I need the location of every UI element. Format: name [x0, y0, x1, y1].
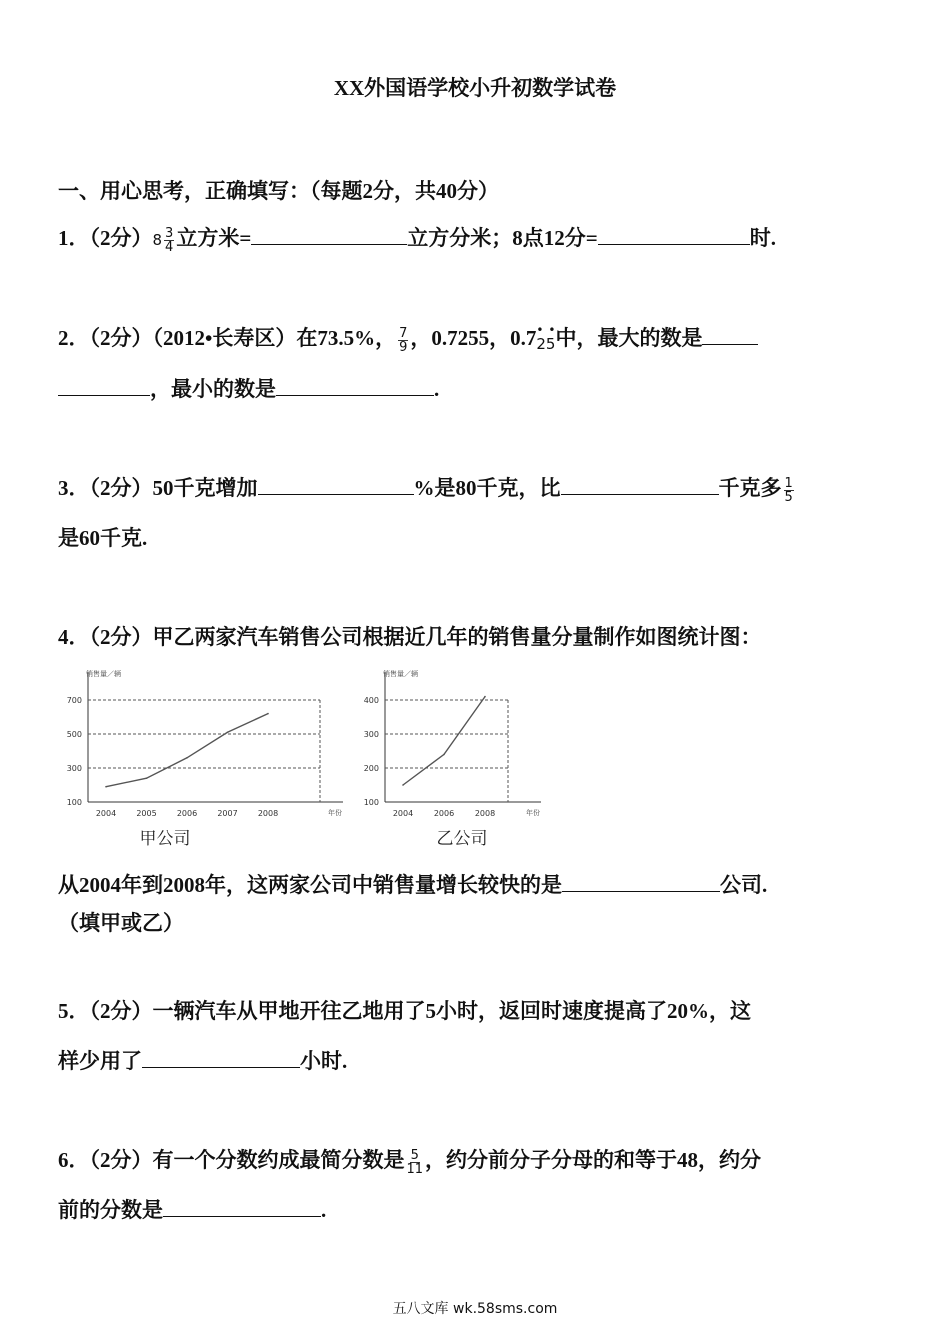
q2-blank-2[interactable] — [276, 374, 434, 396]
q3-numerator: 1 — [784, 475, 793, 491]
q6-fraction — [407, 1149, 424, 1176]
q2-denominator: 9 — [399, 339, 408, 355]
q1-blank-1[interactable] — [251, 223, 407, 245]
q3-blank-2[interactable] — [561, 473, 719, 495]
q6-denominator: 11 — [406, 1161, 424, 1177]
q1-denominator: 4 — [165, 239, 174, 255]
jia-ylabel: 销售量／辆 — [86, 670, 121, 678]
question-4-hint: （填甲或乙） — [58, 911, 184, 935]
jia-data-point — [227, 732, 229, 734]
q6-blank[interactable] — [163, 1195, 321, 1217]
question-3 — [58, 472, 796, 504]
question-5-line-2 — [58, 1045, 347, 1075]
question-2 — [58, 322, 758, 354]
yi-xtick-label: 2004 — [392, 809, 414, 818]
q3-denominator: 5 — [784, 489, 793, 505]
jia-xtick-label: 2006 — [176, 809, 198, 818]
q1-blank-2[interactable] — [598, 223, 750, 245]
section-heading: 一、用心思考，正确填写：（每题2分，共40分） — [58, 179, 499, 203]
yi-data-point — [484, 696, 486, 698]
yi-ytick-label: 200 — [363, 764, 379, 773]
yi-data-point — [443, 754, 445, 756]
jia-data-point — [267, 713, 269, 715]
question-4-answer-line — [58, 869, 767, 899]
q1-text-3: 时. — [749, 226, 777, 250]
jia-series-line — [106, 714, 268, 787]
q2-blank-1[interactable] — [702, 323, 758, 345]
footer-watermark: 五八文库 wk.58sms.com — [392, 1301, 558, 1317]
q5-text-1: 样少用了 — [58, 1049, 142, 1073]
jia-xtick-label: 2007 — [217, 809, 238, 818]
q2-text-4: . — [434, 377, 440, 401]
q2-numerator: 7 — [399, 325, 408, 341]
q1-prefix: 1．（2分） — [58, 226, 153, 250]
question-1 — [58, 222, 776, 254]
q6-numerator: 5 — [410, 1147, 419, 1163]
question-6 — [58, 1144, 761, 1176]
jia-xtick-label: 2004 — [95, 809, 117, 818]
jia-data-point — [146, 777, 148, 779]
q4-after-1: 从2004年到2008年，这两家公司中销售量增长较快的是 — [58, 873, 562, 897]
q6-text-2: 前的分数是 — [58, 1198, 163, 1222]
q1-numerator: 3 — [165, 225, 174, 241]
yi-chart-title: 乙公司 — [436, 829, 488, 849]
q2-text-3: ，最小的数是 — [150, 377, 276, 401]
q1-mixed-whole: 8 — [152, 231, 163, 249]
q3-text-1: %是80千克，比 — [413, 476, 561, 500]
jia-data-point — [105, 786, 107, 788]
jia-xlabel: 年份 — [328, 809, 342, 817]
yi-xlabel: 年份 — [526, 809, 540, 817]
chart-yi — [355, 664, 555, 854]
q3-fraction — [784, 477, 794, 504]
q1-fraction — [164, 227, 174, 254]
q5-text-2: 小时. — [300, 1049, 348, 1073]
q3-prefix: 3．（2分）50千克增加 — [58, 476, 258, 500]
yi-series-line — [403, 697, 485, 785]
jia-data-point — [186, 757, 188, 759]
jia-ytick-label: 500 — [66, 730, 82, 739]
q2-prefix: 2．（2分）（2012•长寿区）在73.5%， — [58, 326, 397, 350]
q5-blank[interactable] — [142, 1046, 300, 1068]
q6-prefix: 6．（2分）有一个分数约成最简分数是 — [58, 1148, 405, 1172]
question-5: 5．（2分）一辆汽车从甲地开往乙地用了5小时，返回时速度提高了20%，这 — [58, 999, 751, 1023]
jia-chart-title: 甲公司 — [139, 829, 191, 849]
jia-xtick-label: 2005 — [136, 809, 157, 818]
q6-text-1: ，约分前分子分母的和等于48，约分 — [425, 1148, 762, 1172]
q3-blank-1[interactable] — [258, 473, 414, 495]
q1-text-2: 立方分米；8点12分= — [407, 226, 598, 250]
yi-ytick-label: 100 — [363, 798, 379, 807]
question-4: 4．（2分）甲乙两家汽车销售公司根据近几年的销售量分量制作如图统计图： — [58, 625, 762, 649]
q2-fraction — [398, 327, 408, 354]
q2-text-2: 中，最大的数是 — [555, 326, 703, 350]
question-3-line-2: 是60千克. — [58, 526, 148, 550]
q4-after-2: 公司. — [720, 873, 768, 897]
q2-repeating-digits: • • 25 — [536, 323, 556, 353]
q2-blank-1-cont[interactable] — [58, 374, 150, 396]
yi-xtick-label: 2006 — [433, 809, 455, 818]
chart-jia — [58, 664, 348, 854]
yi-ylabel: 销售量／辆 — [383, 670, 418, 678]
question-6-line-2 — [58, 1194, 326, 1224]
yi-ytick-label: 300 — [363, 730, 379, 739]
jia-ytick-label: 700 — [66, 696, 82, 705]
yi-ytick-label: 400 — [363, 696, 379, 705]
q6-text-3: . — [321, 1198, 327, 1222]
q3-text-2: 千克多 — [718, 476, 782, 500]
q1-text-1: 立方米= — [176, 226, 252, 250]
question-2-line-2 — [58, 373, 439, 403]
jia-xtick-label: 2008 — [257, 809, 279, 818]
q4-blank[interactable] — [562, 870, 720, 892]
q2-repeat-dots: • • — [536, 323, 556, 337]
yi-xtick-label: 2008 — [474, 809, 496, 818]
q2-text-1: ，0.7255，0.7 — [410, 326, 537, 350]
jia-ytick-label: 300 — [66, 764, 82, 773]
yi-data-point — [402, 784, 404, 786]
page-title: XX外国语学校小升初数学试卷 — [333, 76, 617, 100]
jia-ytick-label: 100 — [66, 798, 82, 807]
